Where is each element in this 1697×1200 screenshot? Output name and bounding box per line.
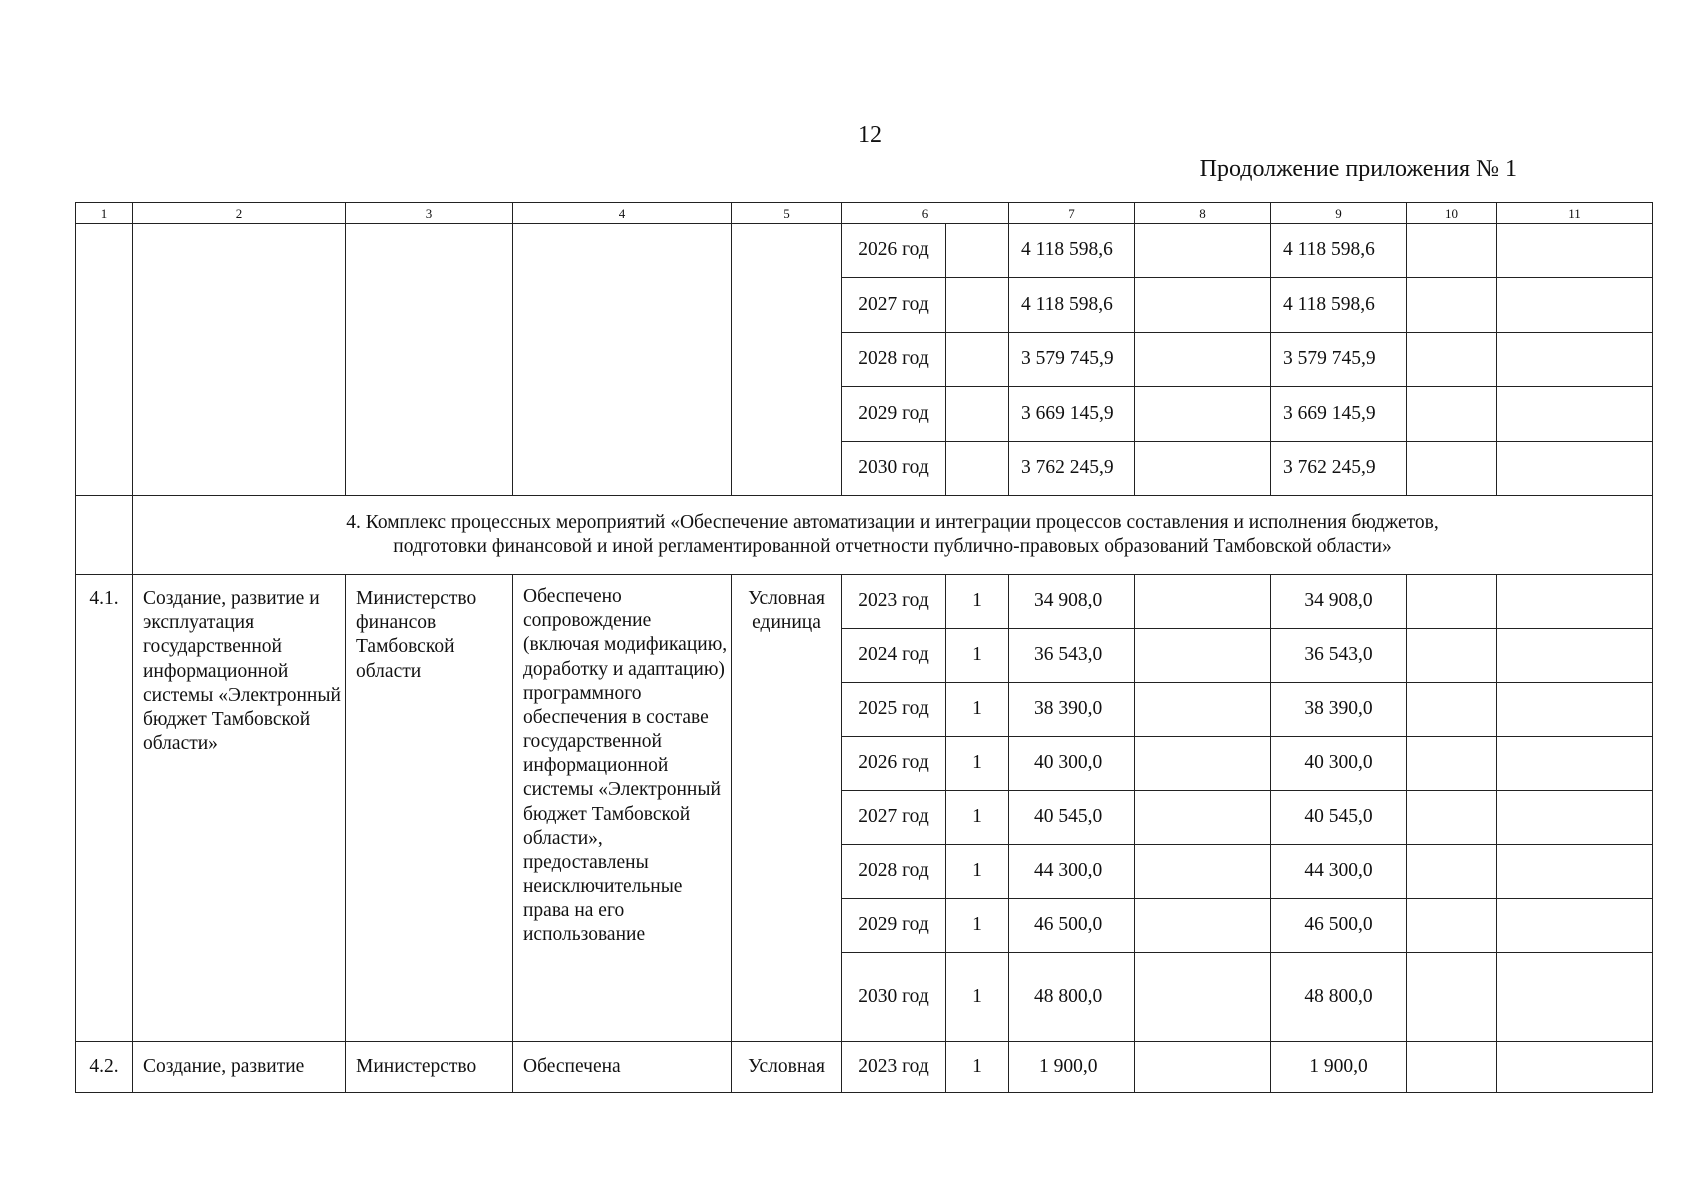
amount-col10: [1407, 278, 1497, 333]
amount-col7: 3 579 745,9: [1009, 333, 1135, 387]
amount-col7: 1 900,0: [1009, 1042, 1135, 1093]
qty-cell: [946, 387, 1009, 442]
amount-col8: [1135, 629, 1271, 683]
amount-col7: 4 118 598,6: [1009, 224, 1135, 278]
amount-col10: [1407, 1042, 1497, 1093]
amount-col8: [1135, 333, 1271, 387]
qty-cell: [946, 224, 1009, 278]
table-row: [76, 1042, 1653, 1093]
budget-table: [75, 202, 1653, 1093]
amount-col9: 40 545,0: [1271, 791, 1407, 845]
qty-cell: 1: [946, 791, 1009, 845]
amount-col11: [1497, 629, 1653, 683]
empty-cell: [732, 224, 842, 496]
amount-col11: [1497, 791, 1653, 845]
qty-cell: 1: [946, 737, 1009, 791]
table-row: [76, 575, 1653, 629]
column-header: 10: [1407, 203, 1497, 224]
amount-col9: 4 118 598,6: [1271, 278, 1407, 333]
amount-col10: [1407, 953, 1497, 1042]
amount-col9: 1 900,0: [1271, 1042, 1407, 1093]
amount-col7: 36 543,0: [1009, 629, 1135, 683]
amount-col11: [1497, 1042, 1653, 1093]
section-row: [76, 496, 1653, 575]
amount-col10: [1407, 791, 1497, 845]
amount-col8: [1135, 1042, 1271, 1093]
year-cell: 2024 год: [842, 629, 946, 683]
amount-col10: [1407, 683, 1497, 737]
amount-col11: [1497, 387, 1653, 442]
amount-col11: [1497, 899, 1653, 953]
amount-col10: [1407, 899, 1497, 953]
amount-col11: [1497, 442, 1653, 496]
amount-col8: [1135, 442, 1271, 496]
amount-col11: [1497, 224, 1653, 278]
amount-col9: 3 579 745,9: [1271, 333, 1407, 387]
amount-col10: [1407, 333, 1497, 387]
year-cell: 2029 год: [842, 899, 946, 953]
amount-col7: 44 300,0: [1009, 845, 1135, 899]
column-header-row: [76, 203, 1653, 224]
qty-cell: 1: [946, 575, 1009, 629]
item-unit: Условная: [732, 1042, 842, 1093]
year-cell: 2030 год: [842, 953, 946, 1042]
amount-col9: 3 669 145,9: [1271, 387, 1407, 442]
section-title: [133, 496, 1653, 575]
amount-col9: 38 390,0: [1271, 683, 1407, 737]
item-result: Обеспечена: [513, 1042, 732, 1093]
amount-col11: [1497, 278, 1653, 333]
qty-cell: [946, 333, 1009, 387]
column-header: 9: [1271, 203, 1407, 224]
amount-col10: [1407, 575, 1497, 629]
amount-col10: [1407, 629, 1497, 683]
amount-col9: 36 543,0: [1271, 629, 1407, 683]
qty-cell: [946, 442, 1009, 496]
amount-col9: 34 908,0: [1271, 575, 1407, 629]
amount-col11: [1497, 953, 1653, 1042]
column-header: 11: [1497, 203, 1653, 224]
amount-col9: 4 118 598,6: [1271, 224, 1407, 278]
section-title-line: 4. Комплекс процессных мероприятий «Обеспечение автоматизации и интеграции процессов составления и исполнения бюджетов,: [346, 511, 1439, 533]
empty-cell: [513, 224, 732, 496]
amount-col8: [1135, 953, 1271, 1042]
amount-col7: 48 800,0: [1009, 953, 1135, 1042]
column-header: 6: [842, 203, 1009, 224]
amount-col9: 44 300,0: [1271, 845, 1407, 899]
year-cell: 2027 год: [842, 278, 946, 333]
amount-col10: [1407, 737, 1497, 791]
amount-col8: [1135, 683, 1271, 737]
empty-cell: [76, 496, 133, 575]
column-header: 5: [732, 203, 842, 224]
amount-col9: 40 300,0: [1271, 737, 1407, 791]
amount-col10: [1407, 387, 1497, 442]
item-unit: Условная единица: [732, 575, 842, 1042]
year-cell: 2027 год: [842, 791, 946, 845]
amount-col8: [1135, 387, 1271, 442]
qty-cell: 1: [946, 683, 1009, 737]
amount-col8: [1135, 575, 1271, 629]
qty-cell: [946, 278, 1009, 333]
amount-col8: [1135, 899, 1271, 953]
amount-col8: [1135, 224, 1271, 278]
amount-col10: [1407, 845, 1497, 899]
item-name: Создание, развитие и эксплуатация государственной информационной системы «Электронный бюджет Тамбовской области»: [133, 575, 346, 1042]
year-cell: 2026 год: [842, 737, 946, 791]
item-number: 4.1.: [76, 575, 133, 1042]
column-header: 3: [346, 203, 513, 224]
item-executor: Министерство: [346, 1042, 513, 1093]
item-number: 4.2.: [76, 1042, 133, 1093]
empty-cell: [133, 224, 346, 496]
continuation-title: Продолжение приложения № 1: [1199, 156, 1517, 182]
amount-col9: 3 762 245,9: [1271, 442, 1407, 496]
amount-col7: 40 300,0: [1009, 737, 1135, 791]
amount-col11: [1497, 845, 1653, 899]
page-number: 12: [858, 122, 882, 148]
amount-col8: [1135, 845, 1271, 899]
amount-col7: 34 908,0: [1009, 575, 1135, 629]
year-cell: 2023 год: [842, 1042, 946, 1093]
amount-col11: [1497, 333, 1653, 387]
amount-col8: [1135, 278, 1271, 333]
qty-cell: 1: [946, 899, 1009, 953]
year-cell: 2030 год: [842, 442, 946, 496]
amount-col11: [1497, 737, 1653, 791]
year-cell: 2026 год: [842, 224, 946, 278]
amount-col7: 46 500,0: [1009, 899, 1135, 953]
year-cell: 2023 год: [842, 575, 946, 629]
item-result: Обеспечено сопровождение (включая модификацию, доработку и адаптацию) программного обеспечения в составе государственной информационной системы «Электронный бюджет Тамбовской области», предоставлены неисключительные права на его использование: [513, 575, 732, 1042]
amount-col7: 4 118 598,6: [1009, 278, 1135, 333]
year-cell: 2025 год: [842, 683, 946, 737]
amount-col10: [1407, 442, 1497, 496]
amount-col9: 48 800,0: [1271, 953, 1407, 1042]
column-header: 1: [76, 203, 133, 224]
year-cell: 2028 год: [842, 845, 946, 899]
year-cell: 2028 год: [842, 333, 946, 387]
column-header: 4: [513, 203, 732, 224]
qty-cell: 1: [946, 1042, 1009, 1093]
empty-cell: [346, 224, 513, 496]
qty-cell: 1: [946, 845, 1009, 899]
section-title-line: подготовки финансовой и иной регламентированной отчетности публично-правовых образований Тамбовской области»: [393, 536, 1392, 557]
amount-col10: [1407, 224, 1497, 278]
year-cell: 2029 год: [842, 387, 946, 442]
column-header: 7: [1009, 203, 1135, 224]
empty-cell: [76, 224, 133, 496]
amount-col9: 46 500,0: [1271, 899, 1407, 953]
item-executor: Министерство финансов Тамбовской области: [346, 575, 513, 1042]
amount-col7: 40 545,0: [1009, 791, 1135, 845]
item-name: Создание, развитие: [133, 1042, 346, 1093]
column-header: 8: [1135, 203, 1271, 224]
qty-cell: 1: [946, 629, 1009, 683]
amount-col11: [1497, 683, 1653, 737]
amount-col7: 3 669 145,9: [1009, 387, 1135, 442]
amount-col11: [1497, 575, 1653, 629]
table-row: [76, 224, 1653, 278]
amount-col7: 38 390,0: [1009, 683, 1135, 737]
amount-col7: 3 762 245,9: [1009, 442, 1135, 496]
amount-col8: [1135, 791, 1271, 845]
column-header: 2: [133, 203, 346, 224]
qty-cell: 1: [946, 953, 1009, 1042]
amount-col8: [1135, 737, 1271, 791]
